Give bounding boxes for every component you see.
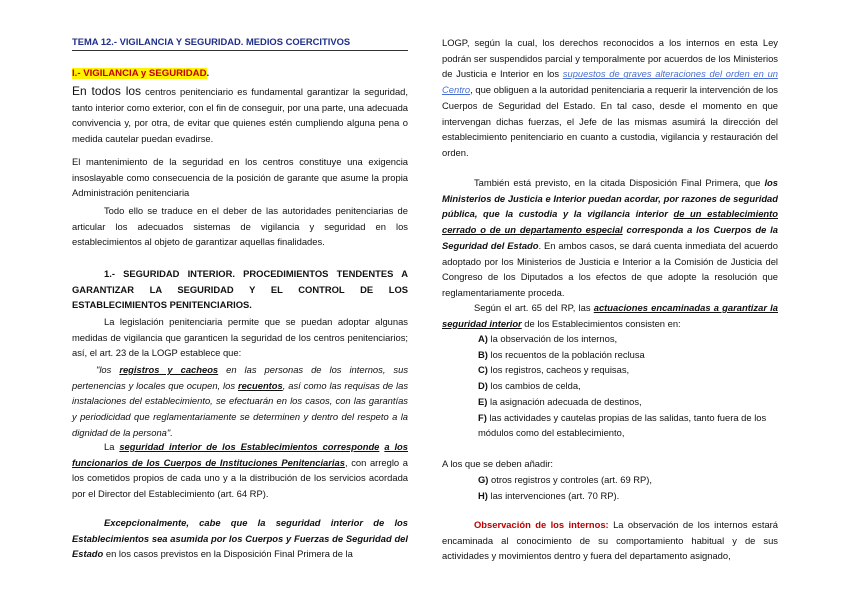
list-text: la observación de los internos,	[487, 333, 618, 344]
page-title: TEMA 12.- VIGILANCIA Y SEGURIDAD. MEDIOS COERCITIVOS	[72, 34, 408, 51]
list-item	[478, 488, 778, 504]
list-item	[478, 362, 778, 378]
paragraph-legislacion: La legislación penitenciaria permite que se puedan adoptar algunas medidas de vigilancia que garanticen la seguridad de los centros penitenciarios; así, el art. 23 de la LOGP establece que:	[72, 316, 408, 359]
text-part: También está previsto, en la citada Disposición Final Primera, que	[474, 177, 765, 188]
quote-art-23	[72, 362, 408, 441]
list-letter: H)	[478, 489, 488, 501]
text-emphasis: actuaciones encaminadas a garantizar la seguridad interior	[442, 302, 778, 329]
paragraph-todo: Todo ello se traduce en el deber de las autoridades penitenciarias de articular los adecuados sistemas de vigilancia y seguridad en los establecimientos al objeto de garantizar aquellas finalidades.	[72, 205, 408, 248]
text-emphasis: Excepcionalmente, cabe que la seguridad interior de los Establecimientos sea asumida por los Cuerpos y Fuerzas de Seguridad del Estado	[72, 517, 408, 560]
text-emphasis: los Ministerios de Justicia e Interior puedan acordar, por razones de seguridad pública, que la custodia y la vigilancia interior	[442, 177, 778, 220]
list-letter: C)	[478, 364, 488, 376]
list-letter: A)	[478, 333, 488, 344]
list-letter: B)	[478, 348, 488, 360]
paragraph-segun	[442, 300, 778, 331]
list-letter: E)	[478, 395, 488, 407]
intro-rest: centros penitenciario es fundamental garantizar la seguridad, tanto interior como exterior, con el fin de conseguir, por una parte, una adecuada convivencia y, por otra, de evitar que quienes estén cumpliendo alguna pena o medida cautelar puedan evadirse.	[72, 86, 409, 145]
list-letter: D)	[478, 380, 488, 392]
text-emphasis: seguridad interior de los Establecimientos corresponde	[119, 441, 380, 452]
list-extra	[442, 472, 778, 503]
paragraph-tambien	[442, 175, 778, 301]
text-emphasis: de un establecimiento cerrado o de un departamento especial	[442, 208, 778, 236]
intro-paragraph	[72, 84, 408, 147]
section-heading-text: I.- VIGILANCIA y SEGURIDAD	[72, 68, 207, 79]
text-part: La	[104, 441, 120, 452]
intro-big-start: En todos los	[72, 84, 142, 98]
paragraph-mantenimiento: El mantenimiento de la seguridad en los centros constituye una exigencia insoslayable como consecuencia de la posición de garante que asume la propia Administración penitenciaria	[72, 156, 408, 199]
list-text: otros registros y controles (art. 69 RP),	[488, 474, 653, 485]
list-text: los registros, cacheos y requisas,	[487, 364, 630, 376]
quote-part: "los	[96, 364, 120, 375]
text-part: , que obliguen a la autoridad penitenciaria a requerir la intervención de los Cuerpos de Seguridad del Estado. En tal caso, desde el momento en que intervengan dichas fuerzas, el Jefe de las mismas asumirá la dirección del establecimiento penitenciario en cuanto a custodia, vigilancia y restauración del orden.	[442, 84, 778, 158]
list-letter: F)	[478, 411, 487, 423]
text-part: en los casos previstos en la Disposición Final Primera de la	[103, 548, 353, 560]
list-item	[478, 410, 778, 441]
quote-registros: registros y cacheos	[119, 364, 219, 375]
quote-part: , así como las requisas de las instalaciones del establecimiento, se efectuarán en los casos, con las garantías y periodicidad que reglamentariamente se determinen y dentro del respeto a la dignidad de la persona".	[72, 379, 409, 438]
list-text: las actividades y cautelas propias de las salidas, tanto fuera de los módulos como del establecimiento,	[478, 411, 767, 439]
text-part: La observación de los internos estará encaminada al conocimiento de su comportamiento habitual y de sus actividades y movimientos dentro y fuera del departamento asignado,	[442, 519, 778, 562]
link-supuestos[interactable]: supuestos de graves alteraciones del orden en un Centro	[442, 68, 779, 96]
list-text: la asignación adecuada de destinos,	[487, 395, 642, 407]
text-emphasis: corresponda a los Cuerpos de la Seguridad del Estado	[442, 224, 778, 251]
subheading-seguridad-interior: 1.- SEGURIDAD INTERIOR. PROCEDIMIENTOS TENDENTES A GARANTIZAR LA SEGURIDAD Y EL CONTROL DE LOS ESTABLECIMIENTOS PENITENCIARIOS.	[72, 268, 408, 311]
list-item	[478, 472, 778, 488]
observacion-heading: Observación de los internos:	[474, 519, 609, 530]
list-text: las intervenciones (art. 70 RP).	[487, 489, 620, 501]
paragraph-logp	[442, 35, 778, 161]
list-item	[478, 331, 778, 347]
text-part: , con arreglo a los cometidos propios de cada uno y a la distribución de los servicios acordada por el Director del Establecimiento (art. 64 RP).	[72, 456, 408, 500]
paragraph-excepcionalmente	[72, 515, 408, 562]
paragraph-observacion	[442, 517, 778, 564]
quote-part: en las personas de los internos, sus pertenencias y locales que ocupen, los	[72, 364, 409, 391]
text-part: de los Establecimientos consisten en:	[521, 317, 681, 329]
list-text: los cambios de celda,	[487, 380, 581, 392]
list-item	[478, 347, 778, 363]
text-part: Según el art. 65 del RP, las	[474, 302, 594, 313]
list-letter: G)	[478, 474, 489, 485]
list-text: los recuentos de la población reclusa	[487, 348, 645, 360]
list-intro: A los que se deben añadir:	[442, 458, 554, 469]
section-heading	[72, 66, 209, 81]
text-part: . En ambos casos, se dará cuenta inmediata del acuerdo adoptado por los Ministerios de Justicia e Interior a la Comisión de Justicia del Congreso de los Diputados a los efectos de que adopte la resolución que reglamentariamente proceda.	[442, 239, 778, 298]
section-heading-dot: .	[206, 68, 210, 79]
list-actuaciones	[442, 331, 778, 441]
text-part: LOGP, según la cual, los derechos reconocidos a los internos en esta Ley podrán ser suspendidos parcial y temporalmente por acuerdos de los Ministerios de Justicia e Interior en los	[442, 37, 778, 80]
list-item	[478, 378, 778, 394]
quote-recuentos: recuentos	[237, 379, 283, 391]
paragraph-seguridad-corresponde	[72, 439, 408, 502]
list-item	[478, 394, 778, 410]
text-emphasis: a los funcionarios de los Cuerpos de Instituciones Penitenciarias	[72, 441, 408, 468]
